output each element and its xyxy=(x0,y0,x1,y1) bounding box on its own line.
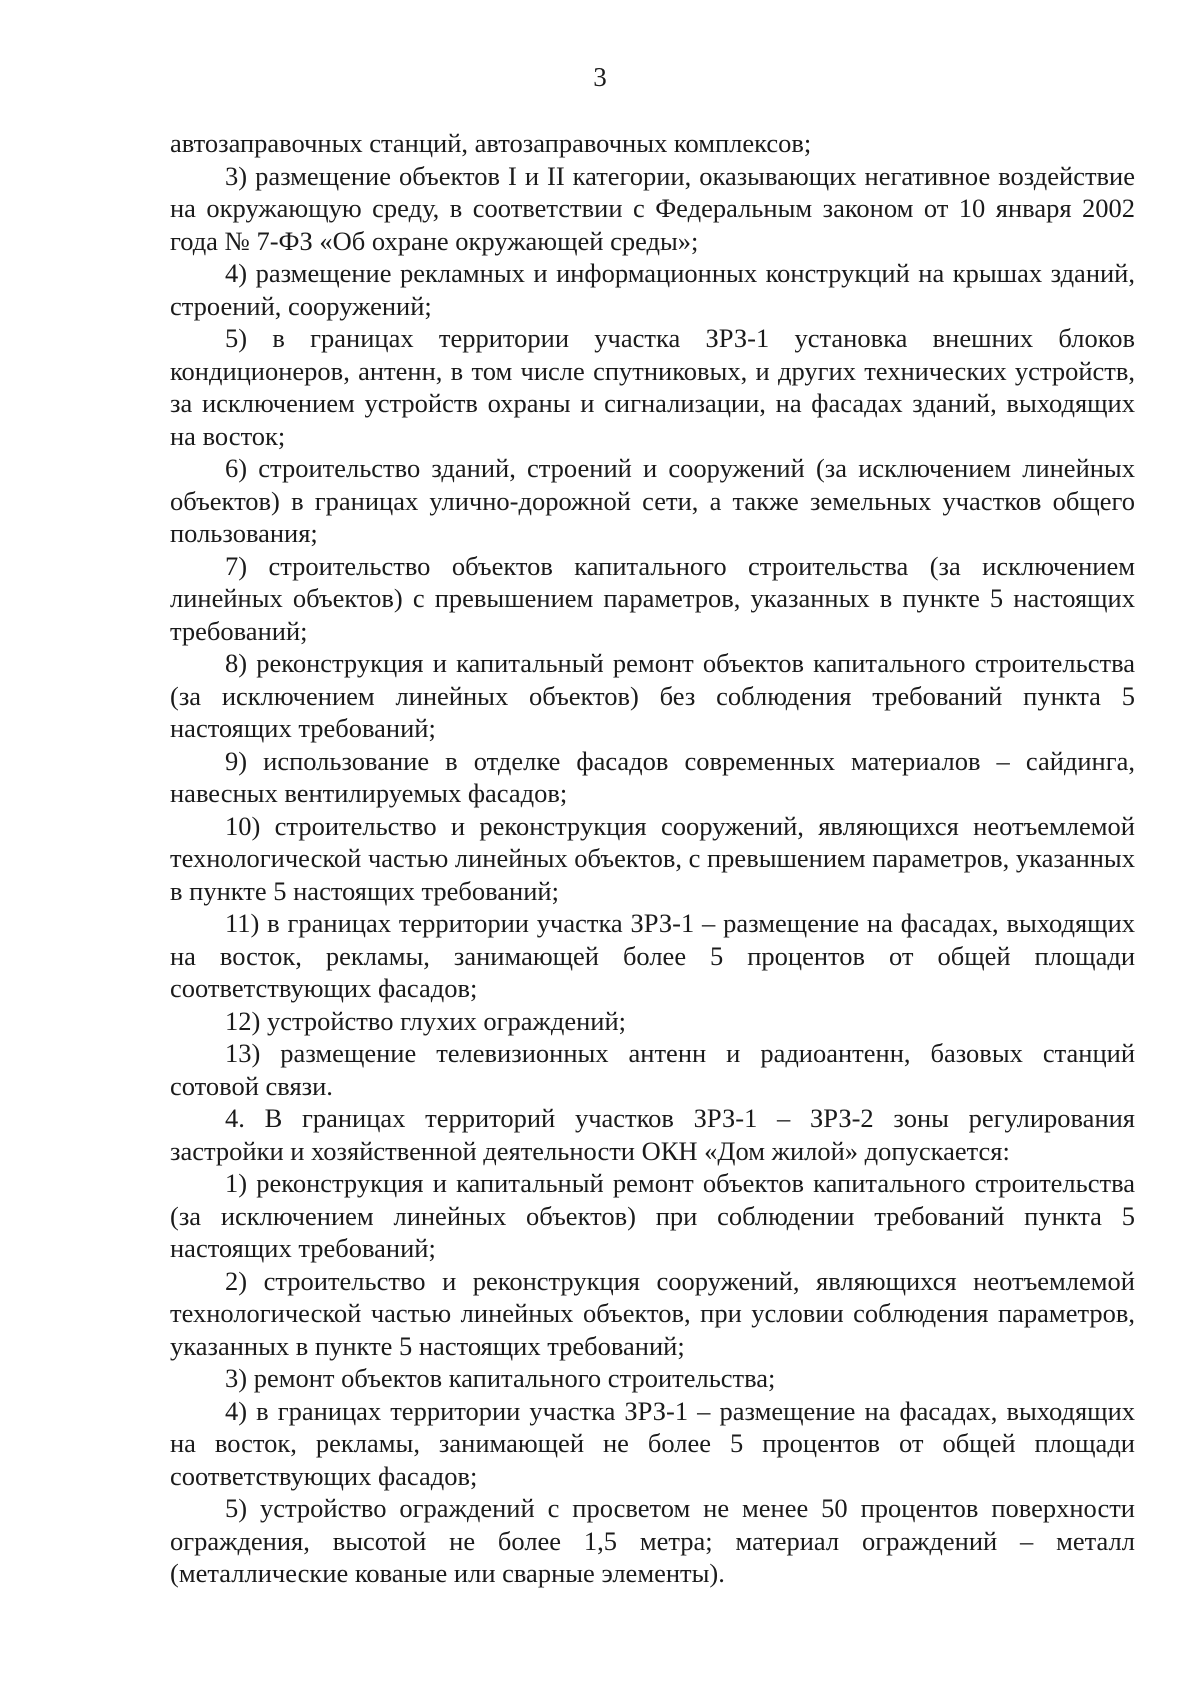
allowed-item-3: 3) ремонт объектов капитального строительства; xyxy=(225,1363,776,1393)
list-item-10: 10) строительство и реконструкция сооружений, являющихся неотъемлемой технологической частью линейных объектов, с превышением параметров, указанных в пункте 5 настоящих требований; xyxy=(170,810,1135,906)
document-body xyxy=(170,127,1135,1590)
list-item-13: 13) размещение телевизионных антенн и радиоантенн, базовых станций сотовой связи. xyxy=(170,1038,1135,1101)
list-item-3: 3) размещение объектов I и II категории, оказывающих негативное воздействие на окружающую среду, в соответствии с Федеральным законом от 10 января 2002 года № 7-ФЗ «Об охране окружающей среды»; xyxy=(170,160,1135,256)
page-number: 3 xyxy=(593,62,607,92)
list-item-4: 4) размещение рекламных и информационных конструкций на крышах зданий, строений, сооружений; xyxy=(170,258,1135,321)
allowed-item-4: 4) в границах территории участка ЗРЗ-1 – размещение на фасадах, выходящих на восток, рекламы, занимающей не более 5 процентов от общей площади соответствующих фасадов; xyxy=(170,1395,1135,1491)
paragraph-continuation: автозаправочных станций, автозаправочных комплексов; xyxy=(170,128,812,158)
list-item-12: 12) устройство глухих ограждений; xyxy=(225,1005,626,1036)
allowed-item-5: 5) устройство ограждений с просветом не менее 50 процентов поверхности ограждения, высотой не более 1,5 метра; материал ограждений – металл (металлические кованые или сварные элементы). xyxy=(170,1493,1135,1588)
list-item-9: 9) использование в отделке фасадов современных материалов – сайдинга, навесных вентилируемых фасадов; xyxy=(170,745,1135,808)
allowed-item-1: 1) реконструкция и капитальный ремонт объектов капитального строительства (за исключением линейных объектов) при соблюдении требований пункта 5 настоящих требований; xyxy=(170,1168,1135,1263)
list-item-5: 5) в границах территории участка ЗРЗ-1 установка внешних блоков кондиционеров, антенн, в том числе спутниковых, и других технических устройств, за исключением устройств охраны и сигнализации, на фасадах зданий, выходящих на восток; xyxy=(170,323,1135,451)
section-4-heading: 4. В границах территорий участков ЗРЗ-1 – ЗРЗ-2 зоны регулирования застройки и хозяйственной деятельности ОКН «Дом жилой» допускается: xyxy=(170,1103,1135,1166)
list-item-6: 6) строительство зданий, строений и сооружений (за исключением линейных объектов) в границах улично-дорожной сети, а также земельных участков общего пользования; xyxy=(170,453,1135,548)
allowed-item-2: 2) строительство и реконструкция сооружений, являющихся неотъемлемой технологической частью линейных объектов, при условии соблюдения параметров, указанных в пункте 5 настоящих требований; xyxy=(170,1265,1135,1361)
list-item-7: 7) строительство объектов капитального строительства (за исключением линейных объектов) с превышением параметров, указанных в пункте 5 настоящих требований; xyxy=(170,550,1135,646)
list-item-8: 8) реконструкция и капитальный ремонт объектов капитального строительства (за исключением линейных объектов) без соблюдения требований пункта 5 настоящих требований; xyxy=(170,648,1135,743)
list-item-11: 11) в границах территории участка ЗРЗ-1 – размещение на фасадах, выходящих на восток, рекламы, занимающей более 5 процентов от общей площади соответствующих фасадов; xyxy=(170,908,1135,1003)
